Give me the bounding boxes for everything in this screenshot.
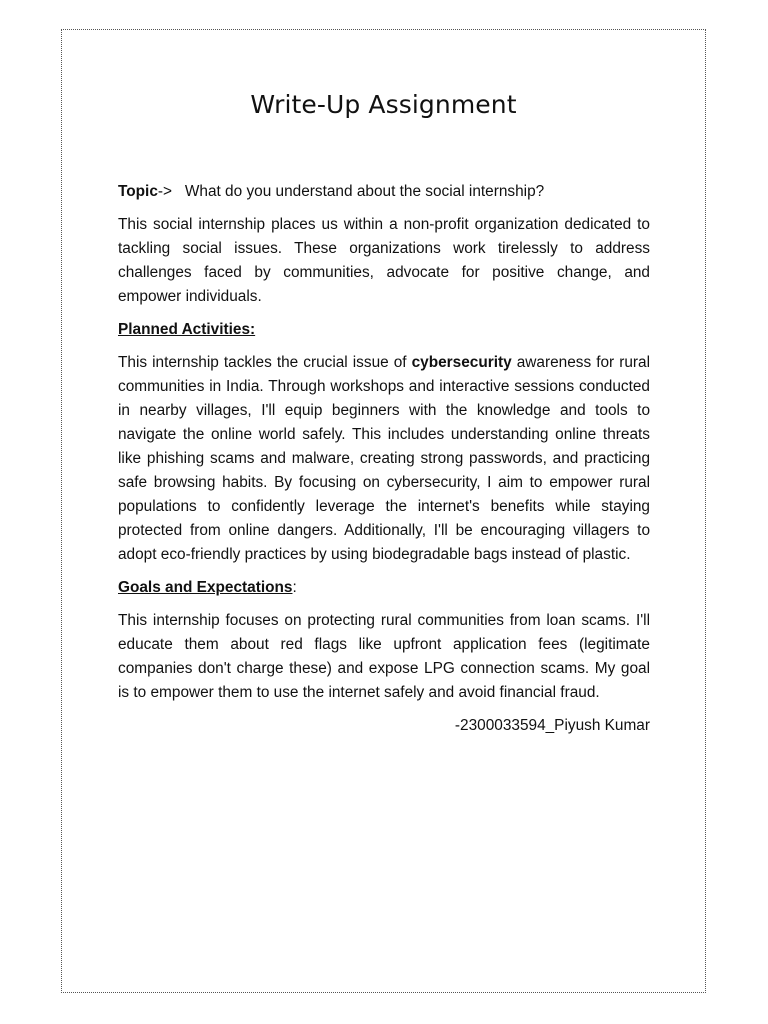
topic-arrow: -> xyxy=(157,183,173,200)
intro-paragraph: This social internship places us within a non-profit organization dedicated to tackling social issues. These organizations work tirelessly to address challenges faced by communities, advocate for positive change, and empower individuals. xyxy=(118,216,650,305)
document-body xyxy=(118,180,650,747)
goals-heading-colon: : xyxy=(292,579,297,596)
topic-line xyxy=(118,180,650,204)
document-title: Write-Up Assignment xyxy=(250,90,517,119)
topic-question: What do you understand about the social internship? xyxy=(184,183,545,200)
goals-heading: Goals and Expectations xyxy=(118,579,293,596)
planned-bold-term: cybersecurity xyxy=(411,354,512,371)
topic-label: Topic xyxy=(118,183,158,200)
signature: -2300033594_Piyush Kumar xyxy=(454,717,650,734)
goals-paragraph: This internship focuses on protecting rural communities from loan scams. I'll educate them about red flags like upfront application fees (legitimate companies don't charge these) and expose LPG connection scams. My goal is to empower them to use the internet safely and avoid financial fraud. xyxy=(118,612,650,701)
document-page xyxy=(61,29,706,993)
planned-text-after: awareness for rural communities in India. Through workshops and interactive sessions conducted in nearby villages, I'll equip beginners with the knowledge and tools to navigate the online world safely. This includes understanding online threats like phishing scams and malware, creating strong passwords, and practicing safe browsing habits. By focusing on cybersecurity, I aim to empower rural populations to confidently leverage the internet's benefits while staying protected from online dangers. Additionally, I'll be encouraging villagers to adopt eco-friendly practices by using biodegradable bags instead of plastic. xyxy=(118,354,650,563)
planned-text-before: This internship tackles the crucial issue of xyxy=(118,354,412,371)
planned-activities-paragraph xyxy=(118,351,650,567)
planned-activities-heading-line xyxy=(118,318,650,342)
goals-heading-line xyxy=(118,576,650,600)
planned-activities-heading: Planned Activities: xyxy=(118,321,256,338)
